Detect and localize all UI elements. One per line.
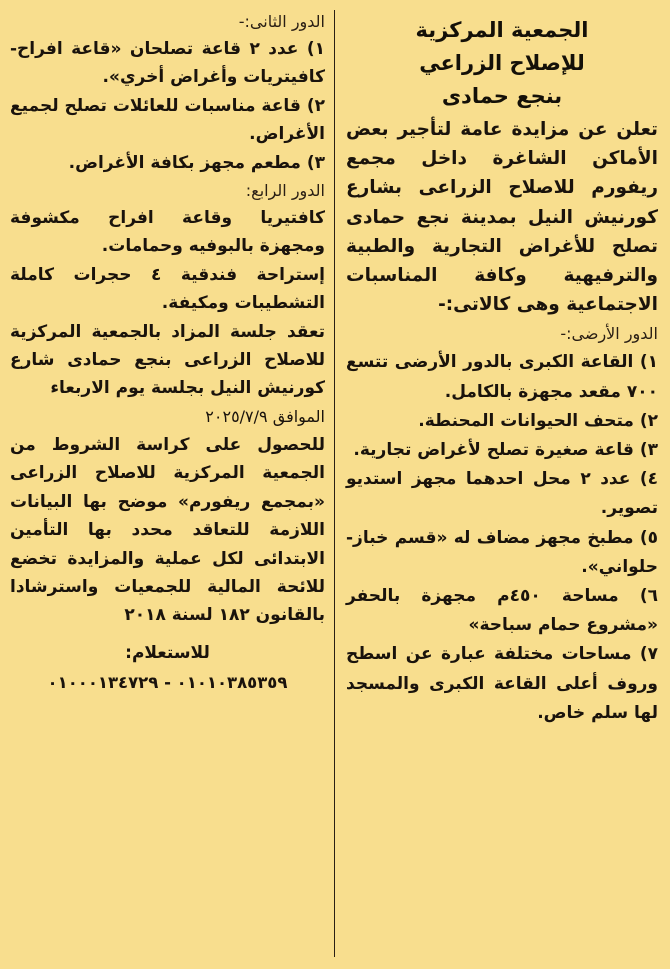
ground-floor-item-4: ٤) عدد ٢ محل احدهما مجهز استديو تصوير. — [346, 469, 659, 519]
ground-floor-item-1: ١) القاعة الكبرى بالدور الأرضى تتسع ٧٠٠ مقعد مجهزة بالكامل. — [346, 352, 658, 402]
title-line-3: بنجع حمادى — [441, 84, 563, 108]
second-floor-heading: الدور الثانى:- — [238, 12, 325, 31]
column-divider — [334, 10, 335, 957]
second-floor-item-3: ٣) مطعم مجهز بكافة الأغراض. — [68, 152, 325, 173]
second-floor-item-1: ١) عدد ٢ قاعة تصلحان «قاعة افراح- كافيتريات وأغراض أخري». — [10, 39, 326, 88]
second-floor-item-2: ٢) قاعة مناسبات للعائلات تصلح لجميع الأغراض. — [10, 95, 325, 145]
left-column — [10, 8, 325, 961]
fourth-floor-item-1: كافتيريا وقاعة افراح مكشوفة ومجهزة بالبوفيه وحمامات. — [10, 208, 325, 257]
session-date-value: ٢٠٢٥/٧/٩ — [205, 406, 268, 426]
contact-phones: ٠١٠١٠٣٨٥٣٥٩ - ٠١٠٠٠١٣٤٧٢٩ — [47, 672, 288, 692]
contact-heading: للاستعلام: — [125, 642, 210, 663]
session-paragraph: تعقد جلسة المزاد بالجمعية المركزية للاصلاح الزراعى بنجع حمادى شارع كورنيش النيل بجلسة يوم الاربعاء — [10, 321, 325, 399]
fourth-floor-item-2: إستراحة فندقية ٤ حجرات كاملة التشطيبات ومكيفة. — [10, 264, 326, 314]
conditions-paragraph: للحصول على كراسة الشروط من الجمعية المركزية للاصلاح الزراعى «بمجمع ريفورم» موضح بها البيانات اللازمة للتعاقد محدد بها التأمين الابتدائى لكل عملية والمزايدة تخضع للائحة المالية للجمعيات واسترشادا بالقانون ١٨٢ لسنة ٢٠١٨ — [10, 434, 325, 626]
ground-floor-item-7: ٧) مساحات مختلفة عبارة عن اسطح وروف أعلى القاعة الكبرى والمسجد لها سلم خاص. — [346, 644, 658, 723]
ground-floor-item-5: ٥) مطبخ مجهز مضاف له «قسم خباز- حلواني». — [346, 527, 658, 577]
ground-floor-item-2: ٢) متحف الحيوانات المحنطة. — [418, 410, 658, 431]
title-line-2: للإصلاح الزراعي — [419, 51, 585, 75]
ground-floor-heading: الدور الأرضى:- — [560, 324, 658, 344]
ground-floor-item-3: ٣) قاعة صغيرة تصلح لأغراض تجارية. — [353, 440, 658, 461]
right-column — [346, 8, 658, 961]
fourth-floor-heading: الدور الرابع: — [245, 181, 325, 201]
ground-floor-item-6: ٦) مساحة ٤٥٠م مجهزة بالحفر «مشروع حمام سباحة» — [346, 586, 658, 636]
intro-paragraph: تعلن عن مزايدة عامة لتأجير بعض الأماكن الشاغرة داخل مجمع ريفورم للاصلاح الزراعى بشارع كورنيش النيل بمدينة نجع حمادى تصلح للأغراض التجارية والطبية والترفيهية وكافة المناسبات الاجتماعية وهى كالاتى:- — [346, 119, 658, 316]
ad-title — [346, 14, 658, 113]
session-date-label: الموافق — [272, 406, 325, 426]
title-line-1: الجمعية المركزية — [415, 18, 589, 42]
session-date — [10, 403, 325, 431]
